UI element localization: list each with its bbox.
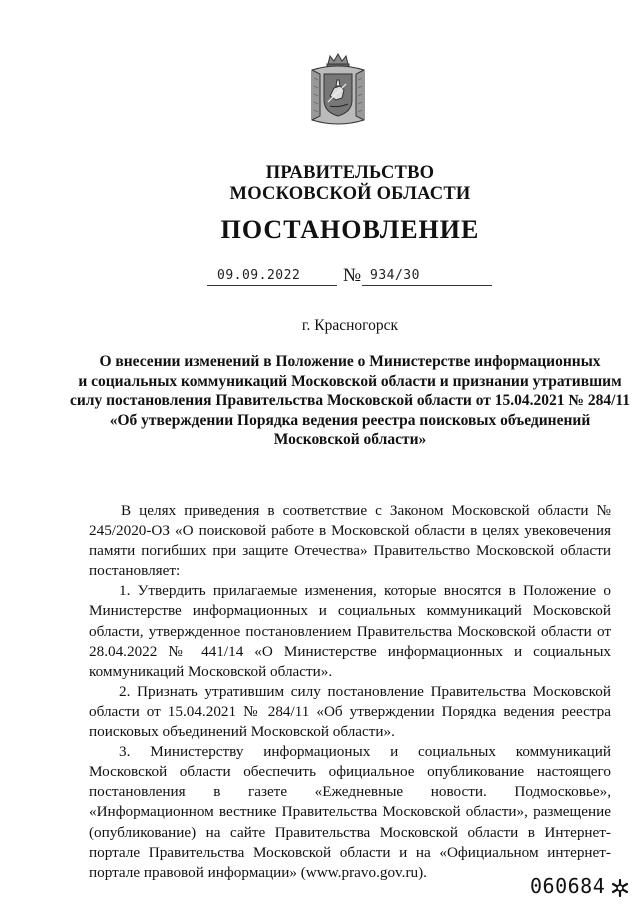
title-line: О внесении изменений в Положение о Министерстве информационных xyxy=(99,353,601,370)
document-body xyxy=(89,501,611,883)
title-line: силу постановления Правительства Московской области от 15.04.2021 № 284/11 xyxy=(70,392,631,409)
clause-3: 3. Министерству информационых и социальных коммуникаций Московской области обеспечить официальное опубликование настоящего постановления в газете «Ежедневные новости. Подмосковье», «Информационном вестнике Правительства Московской области», размещение (опубликование) на сайте Правительства Московской области в Интернет-портале Правительства Московской области и на «Официальном интернет-портале правовой информации» (www.pravo.gov.ru). xyxy=(89,743,611,881)
city: г. Красногорск xyxy=(301,317,399,334)
number-sign: № xyxy=(343,265,362,286)
asterisk-icon xyxy=(610,878,630,898)
clause-1: 1. Утвердить прилагаемые изменения, которые вносятся в Положение о Министерстве информационных и социальных коммуникаций Московской области, утвержденное постановлением Правительства Московской области от 28.04.2022 № 441/14 «О Министерстве информационных и социальных коммуникаций Московской области». xyxy=(89,582,611,680)
title-line: Московской области» xyxy=(273,431,427,448)
document-number: 934/30 xyxy=(362,268,492,286)
org-name-line1: ПРАВИТЕЛЬСТВО xyxy=(265,163,435,183)
serial-number: 060684 xyxy=(530,874,606,898)
org-name-line2: МОСКОВСКОЙ ОБЛАСТИ xyxy=(229,184,471,204)
title-line: «Об утверждении Порядка ведения реестра поисковых объединений xyxy=(109,411,591,429)
document-meta xyxy=(0,265,640,292)
document-type: ПОСТАНОВЛЕНИЕ xyxy=(220,215,480,244)
coat-of-arms-icon xyxy=(306,50,370,130)
title-line: и социальных коммуникаций Московской области и признании утратившим xyxy=(78,372,622,390)
preamble-paragraph: В целях приведения в соответствие с Законом Московской области № 245/2020-ОЗ «О поисковой работе в Московской области в целях увековечения памяти погибших при защите Отечества» Правительство Московской области постановляет: xyxy=(89,502,611,580)
document-title xyxy=(70,352,630,450)
document-date: 09.09.2022 xyxy=(207,268,337,286)
clause-2: 2. Признать утратившим силу постановление Правительства Московской области от 15.04.2021 № 284/11 «Об утверждении Порядка ведения реестра поисковых объединений Московской области». xyxy=(89,682,611,741)
